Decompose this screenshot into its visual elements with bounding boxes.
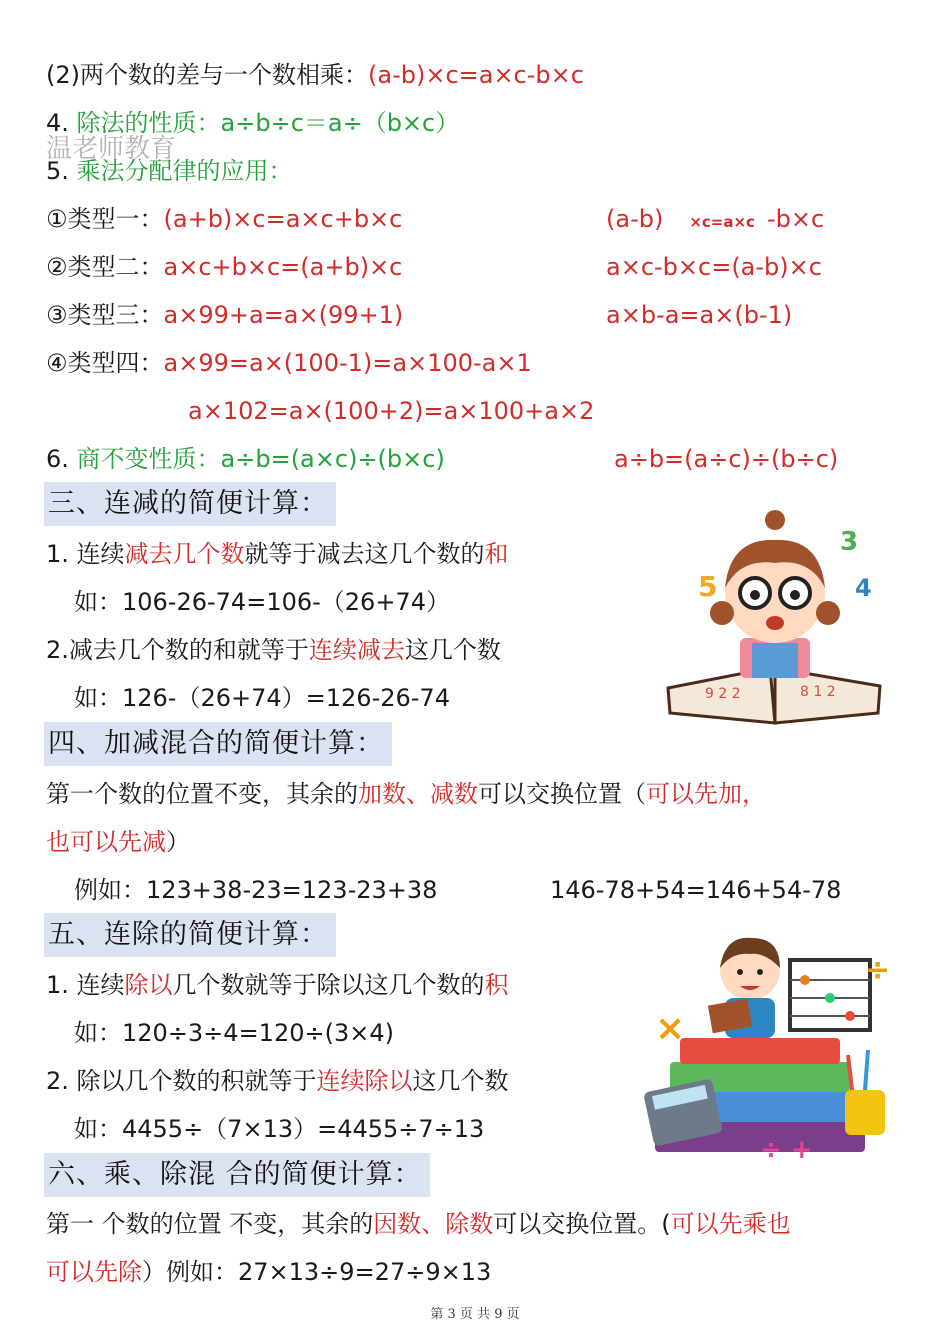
text: 可以交换位置（	[478, 780, 646, 808]
sec3-row-1	[46, 537, 509, 571]
formula-line-5	[46, 250, 402, 284]
highlight: 因数、除数	[373, 1210, 494, 1238]
sec4-row-2	[46, 825, 190, 859]
line-label: ①类型一：	[46, 205, 164, 233]
line-formula: a×99+a=a×(99+1)	[163, 301, 404, 329]
formula-part: -b×c	[766, 205, 825, 233]
highlight: 也可以先减	[46, 828, 166, 856]
formula-part: (a-b)	[606, 205, 664, 233]
highlight: 可以先乘也	[670, 1210, 791, 1238]
line-formula: a×c+b×c=(a+b)×c	[163, 253, 403, 281]
text: 第一个数的位置不变，其余的	[46, 780, 358, 808]
sec6-row-1	[46, 1207, 791, 1241]
line-number: 4.	[46, 109, 77, 137]
sec4-row-3: 例如：123+38-23=123-23+38	[74, 876, 438, 904]
svg-text:5: 5	[698, 570, 718, 603]
svg-text:8 1 2: 8 1 2	[800, 684, 836, 700]
svg-text:÷ +: ÷ +	[760, 1135, 813, 1165]
highlight: 积	[484, 971, 509, 999]
quotient-property: 商不变性质：a÷b=(a×c)÷(b×c)	[76, 445, 445, 473]
svg-text:4: 4	[855, 574, 872, 602]
line-label: (2)两个数的差与一个数相乘：	[46, 61, 368, 89]
girl-reading-icon	[660, 508, 890, 730]
text: 就等于减去这几个数的	[244, 540, 485, 568]
line-formula: (a+b)×c=a×c+b×c	[163, 205, 403, 233]
sec4-row-3-right: 146-78+54=146+54-78	[550, 876, 842, 904]
sec5-row-1	[46, 968, 509, 1002]
highlight: 加数、减数	[358, 780, 478, 808]
formula-line-5-right: a×c-b×c=(a-b)×c	[606, 253, 822, 281]
formula-line-9	[46, 442, 445, 476]
text: 2. 除以几个数的积就等于	[46, 1067, 317, 1095]
watermark: 温老师教育	[46, 134, 177, 164]
formula-line-4-right	[606, 202, 824, 239]
sec5-row-2: 如：120÷3÷4=120÷(3×4)	[74, 1019, 394, 1047]
line-formula: (a-b)×c=a×c-b×c	[368, 61, 584, 89]
formula-part-small: ×c=a×c	[689, 213, 755, 231]
text: 这几个数	[412, 1067, 509, 1095]
section-5-heading: 五、连除的简便计算：	[44, 913, 336, 957]
distributive-title: 乘法分配律的应用：	[76, 157, 293, 185]
text: 1. 连续	[46, 540, 125, 568]
highlight: 除以	[124, 971, 173, 999]
sec3-row-3	[46, 633, 501, 667]
formula-line-1	[46, 58, 584, 92]
formula-line-9-right: a÷b=(a÷c)÷(b÷c)	[614, 445, 839, 473]
text: 2.减去几个数的和就等于	[46, 636, 309, 664]
highlight: 可以先加，	[646, 780, 766, 808]
boy-reading-books-icon	[640, 930, 900, 1165]
line-formula: a×102=a×(100+2)=a×100+a×2	[188, 397, 595, 425]
line-label: ②类型二：	[46, 253, 164, 281]
text: ）例如：27×13÷9=27÷9×13	[142, 1258, 492, 1286]
formula-line-8	[188, 394, 594, 428]
text: 可以交换位置。(	[493, 1210, 671, 1238]
svg-text:×: ×	[655, 1008, 686, 1049]
svg-text:÷: ÷	[865, 953, 891, 988]
svg-text:3: 3	[840, 527, 859, 557]
highlight: 连续减去	[308, 636, 405, 664]
highlight: 和	[484, 540, 509, 568]
sec6-row-2	[46, 1255, 491, 1289]
formula-line-7	[46, 346, 532, 380]
text: 这几个数	[404, 636, 501, 664]
text: 第一 个数的位置 不变，其余的	[46, 1210, 374, 1238]
formula-line-4	[46, 202, 402, 236]
formula-line-3	[46, 154, 293, 188]
line-formula: a×99=a×(100-1)=a×100-a×1	[163, 349, 532, 377]
sec5-row-3	[46, 1064, 509, 1098]
division-property: 除法的性质：a÷b÷c＝a÷（b×c）	[76, 109, 460, 137]
highlight: 可以先除	[46, 1258, 142, 1286]
line-label: ③类型三：	[46, 301, 164, 329]
line-number: 6.	[46, 445, 77, 473]
sec3-row-2: 如：106-26-74=106-（26+74）	[74, 588, 450, 616]
formula-line-6	[46, 298, 403, 332]
section-4-heading: 四、加减混合的简便计算：	[44, 722, 392, 766]
line-number: 5.	[46, 157, 77, 185]
text: 1. 连续	[46, 971, 125, 999]
formula-line-6-right: a×b-a=a×(b-1)	[606, 301, 793, 329]
highlight: 连续除以	[316, 1067, 413, 1095]
text: ）	[166, 828, 190, 856]
highlight: 减去几个数	[124, 540, 245, 568]
page-footer: 第 3 页 共 9 页	[430, 1307, 520, 1322]
sec3-row-4: 如：126-（26+74）=126-26-74	[74, 684, 450, 712]
section-6-heading: 六、乘、除混 合的简便计算：	[44, 1153, 430, 1197]
sec5-row-4: 如：4455÷（7×13）=4455÷7÷13	[74, 1115, 485, 1143]
sec4-row-1	[46, 777, 766, 811]
section-3-heading: 三、连减的简便计算：	[44, 482, 336, 526]
svg-text:9 2 2: 9 2 2	[705, 686, 741, 702]
line-label: ④类型四：	[46, 349, 164, 377]
text: 几个数就等于除以这几个数的	[172, 971, 485, 999]
